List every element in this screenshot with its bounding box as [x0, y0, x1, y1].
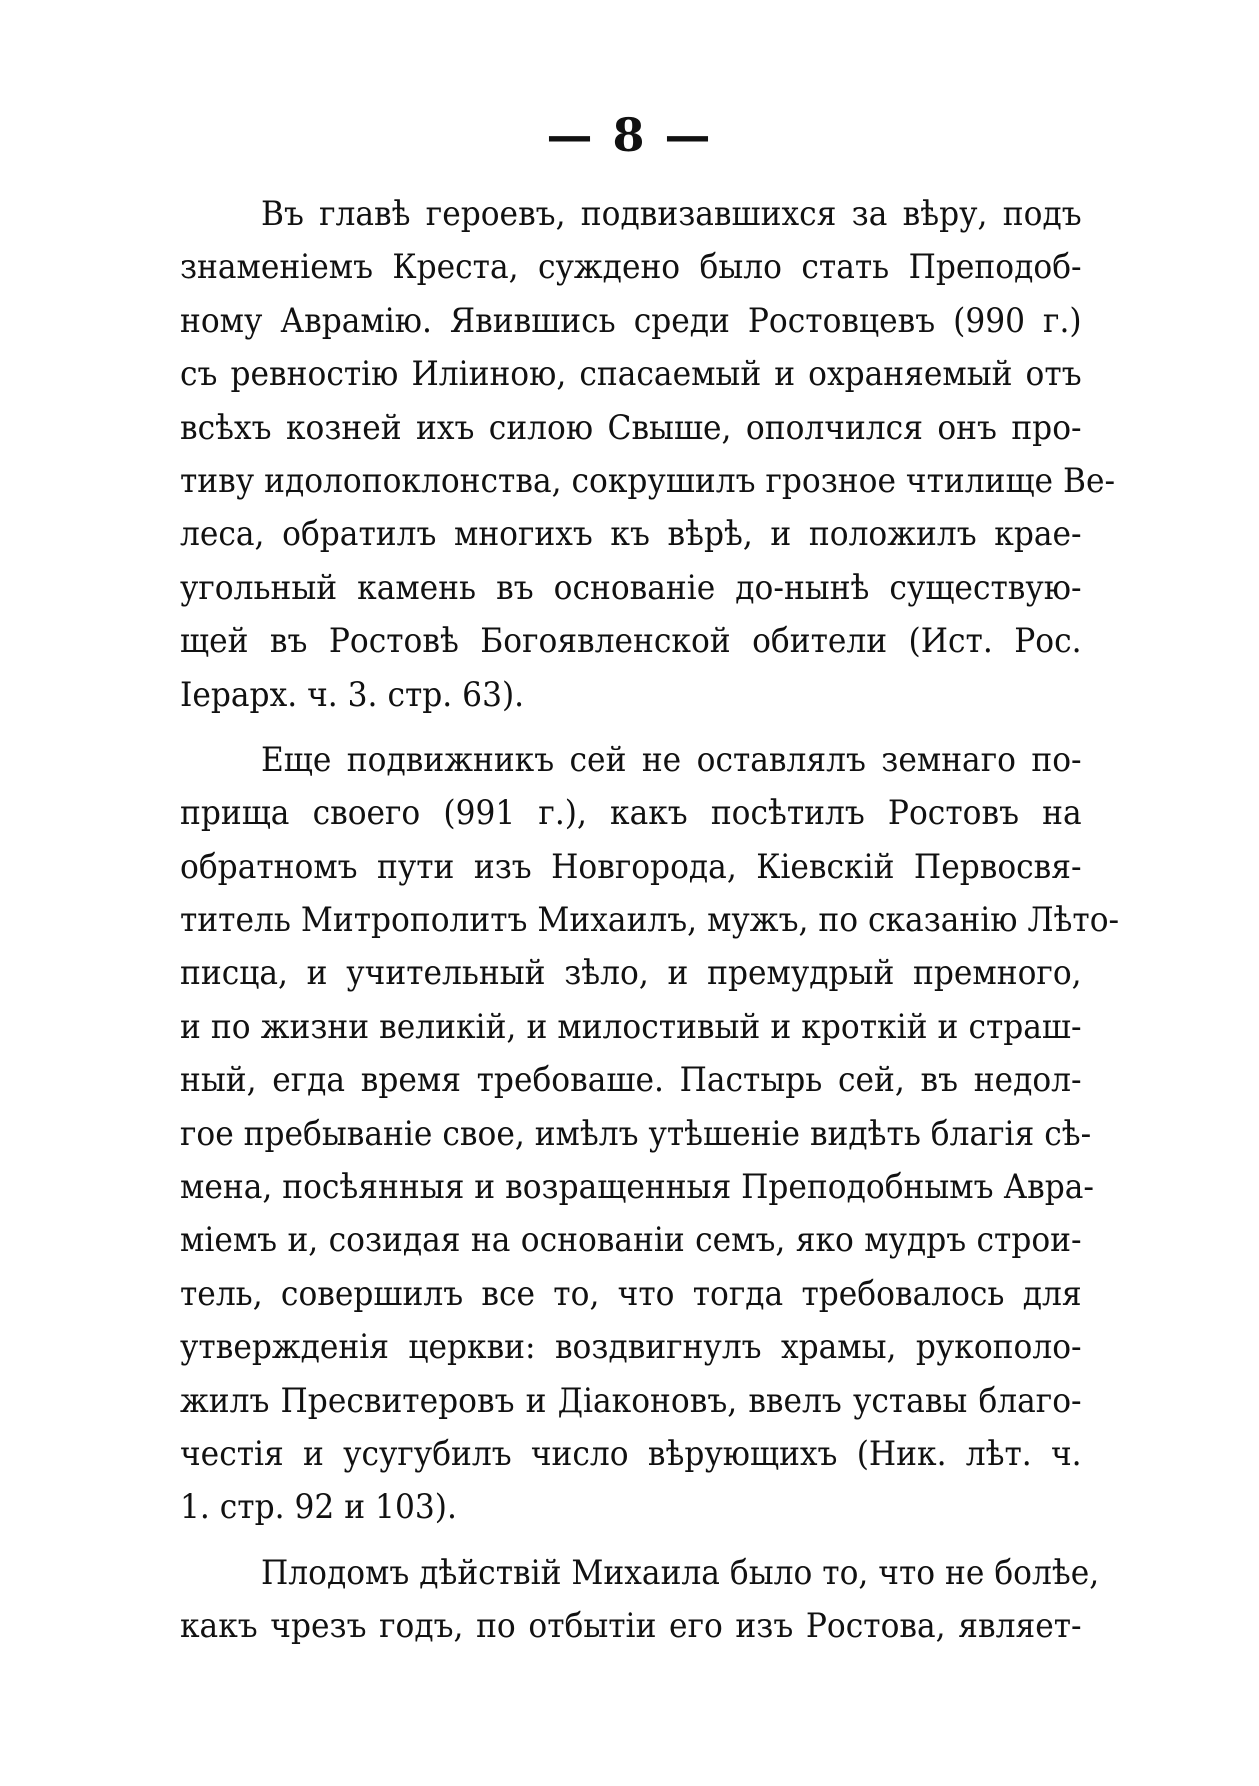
text-line: какъ чрезъ годъ, по отбытіи его изъ Ростова, являет-: [180, 1606, 1082, 1647]
page-number: — 8 —: [546, 108, 713, 162]
text-line: Іерарх. ч. 3. стр. 63).: [180, 674, 525, 715]
text-line: леса, обратилъ многихъ къ вѣрѣ, и положилъ крае-: [180, 514, 1082, 555]
text-line: тель, совершилъ все то, что тогда требовалось для: [180, 1273, 1082, 1314]
paragraph-1: [180, 188, 1116, 722]
text-line: и по жизни великій, и милостивый и кроткій и страш-: [180, 1006, 1082, 1047]
text-line: писца, и учительный зѣло, и премудрый премного,: [180, 953, 1082, 994]
paragraph-2: [180, 734, 1120, 1535]
text-line: мена, посѣянныя и возращенныя Преподобнымъ Авра-: [180, 1167, 1095, 1208]
text-line: Въ главѣ героевъ, подвизавшихся за вѣру, подъ: [260, 194, 1082, 234]
text-line: Еще подвижникъ сей не оставлялъ земнаго по-: [260, 739, 1082, 780]
text-line: прища своего (991 г.), какъ посѣтилъ Ростовъ на: [180, 793, 1082, 834]
text-line: утвержденія церкви: воздвигнулъ храмы, рукополо-: [180, 1327, 1082, 1368]
text-line: ный, егда время требоваше. Пастырь сей, въ недол-: [180, 1060, 1082, 1101]
body-text: [180, 188, 1120, 1654]
text-line: гое пребываніе свое, имѣлъ утѣшеніе видѣть благія сѣ-: [180, 1113, 1092, 1154]
paragraph-3: [180, 1547, 1100, 1654]
text-line: всѣхъ козней ихъ силою Свыше, ополчился онъ про-: [180, 407, 1082, 448]
text-line: знаменіемъ Креста, суждено было стать Преподоб-: [180, 247, 1082, 288]
text-line: жилъ Пресвитеровъ и Діаконовъ, ввелъ уставы благо-: [180, 1380, 1082, 1421]
text-line: щей въ Ростовѣ Богоявленской обители (Ист. Рос.: [180, 621, 1082, 662]
text-line: обратномъ пути изъ Новгорода, Кіевскій Первосвя-: [180, 846, 1082, 887]
text-line: 1. стр. 92 и 103).: [180, 1487, 457, 1528]
text-line: міемъ и, созидая на основаніи семъ, яко мудръ строи-: [180, 1220, 1082, 1261]
text-line: съ ревностію Иліиною, спасаемый и охраняемый отъ: [180, 354, 1082, 395]
text-line: ному Аврамію. Явившись среди Ростовцевъ (990 г.): [180, 300, 1082, 341]
text-line: тиву идолопоклонства, сокрушилъ грозное чтилище Ве-: [180, 460, 1116, 501]
text-line: угольный камень въ основаніе до-нынѣ существую-: [180, 567, 1082, 608]
text-line: честія и усугубилъ число вѣрующихъ (Ник. лѣт. ч.: [180, 1433, 1082, 1474]
text-line: Плодомъ дѣйствій Михаила было то, что не болѣе,: [260, 1552, 1100, 1593]
text-line: титель Митрополитъ Михаилъ, мужъ, по сказанію Лѣто-: [180, 900, 1120, 941]
